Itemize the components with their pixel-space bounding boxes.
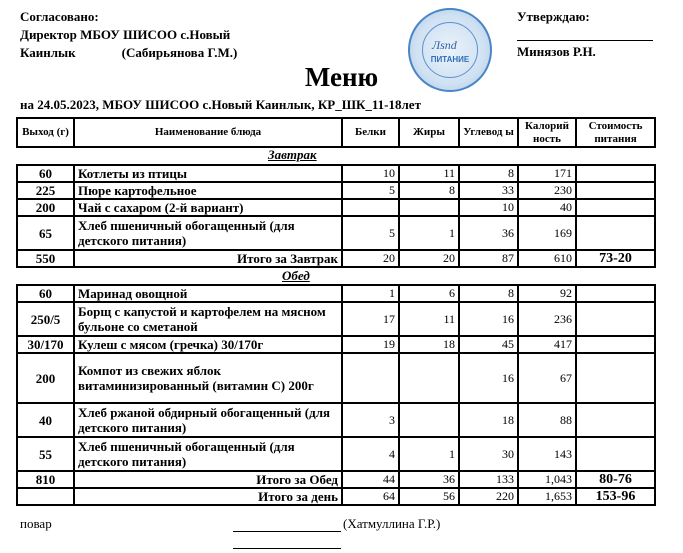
approve-block <box>517 8 653 61</box>
approver-name: Минязов Р.Н. <box>517 44 596 59</box>
header-cost: Стоимость питания <box>576 118 655 147</box>
header-dish-name: Наименование блюда <box>74 118 342 147</box>
table-row: 225 Пюре картофельное 5 8 33 230 <box>17 182 655 199</box>
table-row: 60 Котлеты из птицы 10 11 8 171 <box>17 165 655 182</box>
approval-block <box>20 8 237 62</box>
lunch-table <box>16 284 656 506</box>
header-carbs: Углевод ы <box>459 118 518 147</box>
table-row: 55 Хлеб пшеничный обогащенный (для детского питания) 4 1 30 143 <box>17 437 655 471</box>
header-protein: Белки <box>342 118 399 147</box>
table-row: 65 Хлеб пшеничный обогащенный (для детского питания) 5 1 36 169 <box>17 216 655 250</box>
breakfast-table <box>16 164 656 268</box>
table-row: 250/5 Борщ с капустой и картофелем на мясном бульоне со сметаной 17 11 16 236 <box>17 302 655 336</box>
lunch-total-row: 810 Итого за Обед 44 36 133 1,043 80-76 <box>17 471 655 488</box>
agreed-label: Согласовано: <box>20 9 99 24</box>
director-line2: Каинлык <box>20 45 76 60</box>
signature-line <box>517 26 653 41</box>
second-signature-line <box>233 547 341 549</box>
section-lunch-title: Обед <box>282 268 310 283</box>
page-subtitle: на 24.05.2023, МБОУ ШИСОО с.Новый Каинлык, КР_ШК_11-18лет <box>20 97 421 112</box>
cook-signature-line <box>233 530 341 532</box>
cook-label: повар <box>20 516 52 531</box>
table-row: 30/170 Кулеш с мясом (гречка) 30/170г 19 18 45 417 <box>17 336 655 353</box>
header-kcal: Калорий ность <box>518 118 576 147</box>
stamp-text: ПИТАНИЕ <box>430 55 470 64</box>
header-output: Выход (г) <box>17 118 74 147</box>
header-fat: Жиры <box>399 118 459 147</box>
page-title: Меню <box>304 62 379 92</box>
breakfast-total-row: 550 Итого за Завтрак 20 20 87 610 73-20 <box>17 250 655 267</box>
approve-label: Утверждаю: <box>517 9 590 24</box>
table-row: 40 Хлеб ржаной обдирный обогащенный (для детского питания) 3 18 88 <box>17 403 655 437</box>
table-row: 200 Чай с сахаром (2-й вариант) 10 40 <box>17 199 655 216</box>
director-line1: Директор МБОУ ШИСОО с.Новый <box>20 27 231 42</box>
director-name: (Сабирьянова Г.М.) <box>121 45 238 60</box>
table-row: 60 Маринад овощной 1 6 8 92 <box>17 285 655 302</box>
section-breakfast-title: Завтрак <box>268 147 317 162</box>
table-row: 200 Компот из свежих яблок витаминизированный (витамин С) 200г 16 67 <box>17 353 655 403</box>
day-total-row: Итого за день 64 56 220 1,653 153-96 <box>17 488 655 505</box>
signature-icon: Лsnd <box>432 38 457 52</box>
cook-name: (Хатмуллина Г.Р.) <box>343 516 441 531</box>
menu-header-table <box>16 117 656 148</box>
